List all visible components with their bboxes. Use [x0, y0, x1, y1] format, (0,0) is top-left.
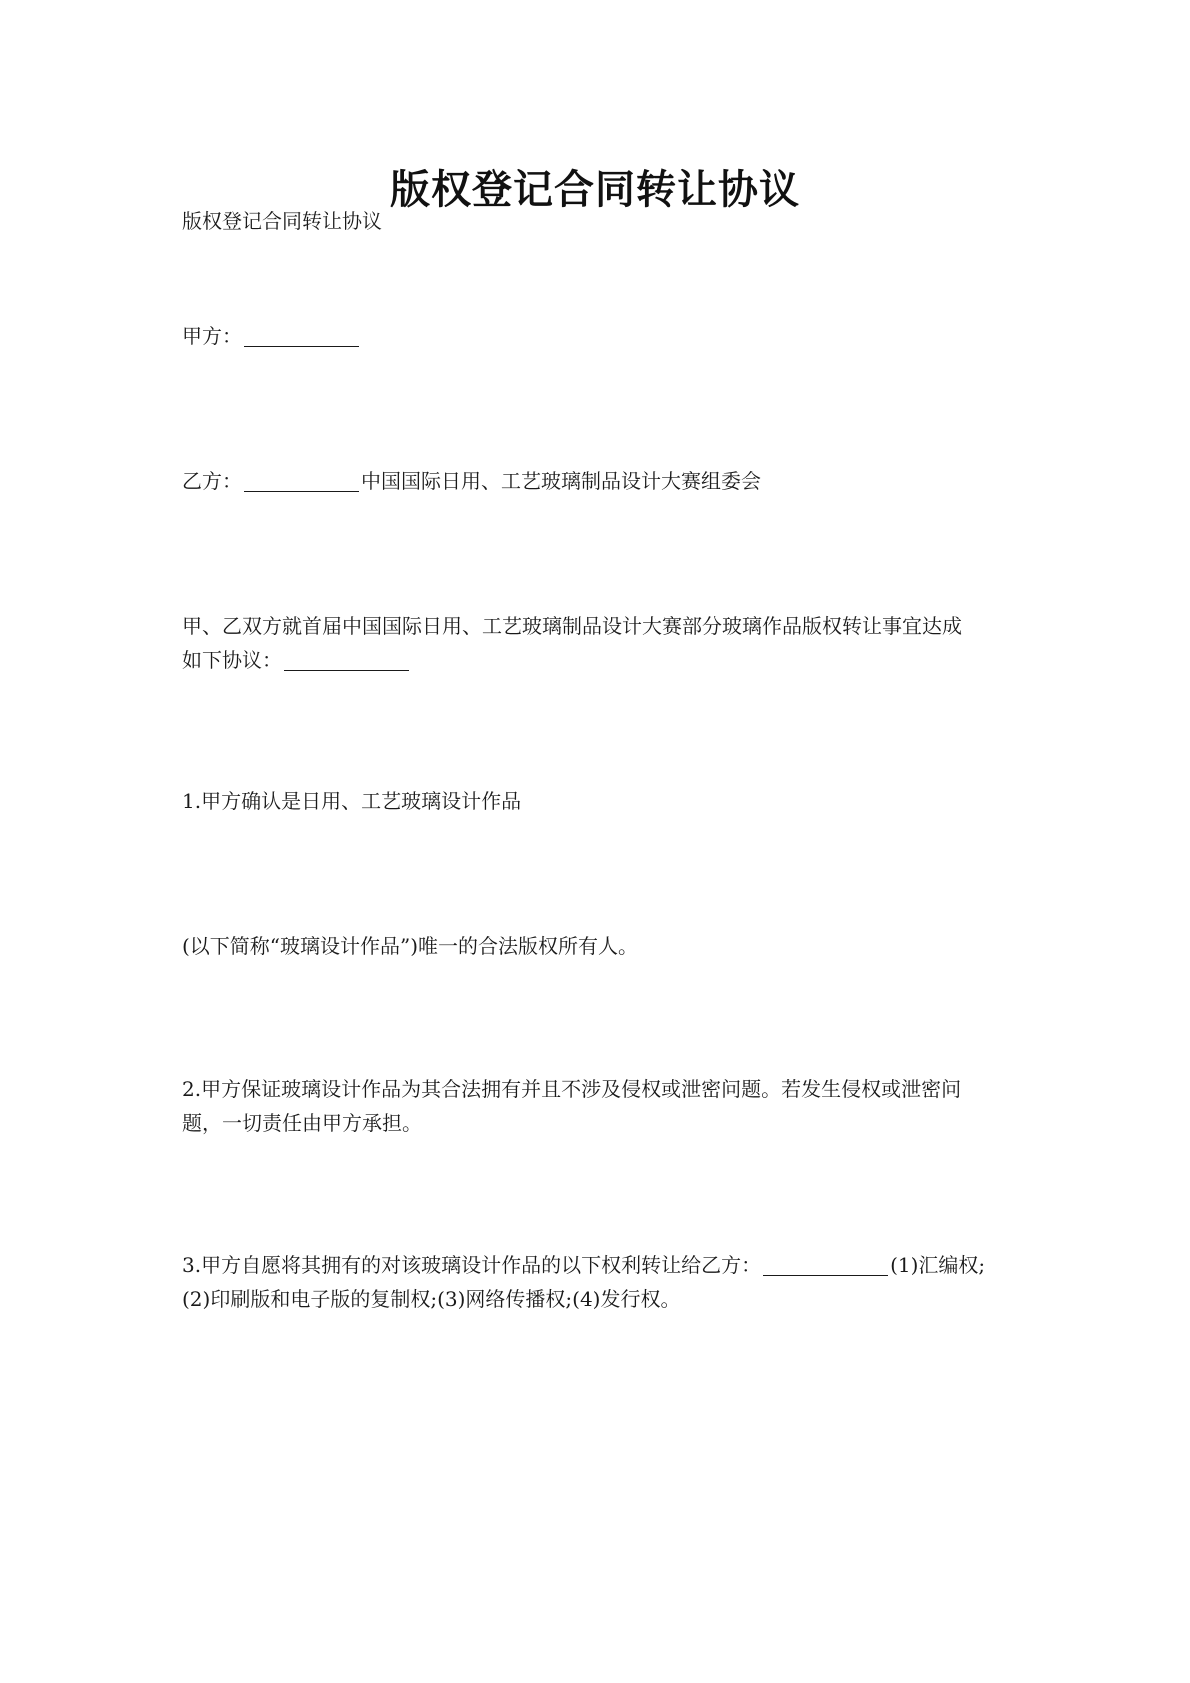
party-b-name: 中国国际日用、工艺玻璃制品设计大赛组委会: [361, 469, 761, 493]
clause-1-continuation: (以下简称“玻璃设计作品”)唯一的合法版权所有人。: [182, 934, 639, 958]
clause-3-text-b: (1)汇编权;: [890, 1253, 986, 1277]
subtitle-text: 版权登记合同转让协议: [182, 209, 382, 233]
clause-2-line-1: 2.甲方保证玻璃设计作品为其合法拥有并且不涉及侵权或泄密问题。若发生侵权或泄密问: [182, 1077, 962, 1101]
clause-2-line-2: 题，一切责任由甲方承担。: [182, 1111, 422, 1135]
clause-1-text: 1.甲方确认是日用、工艺玻璃设计作品: [182, 789, 522, 813]
document-subtitle: [182, 204, 1032, 238]
party-b-label: 乙方：: [182, 469, 242, 493]
party-a-line: [182, 319, 1032, 353]
clause-1-line-1: [182, 784, 1032, 818]
clause-3-text-a: 3.甲方自愿将其拥有的对该玻璃设计作品的以下权利转让给乙方：: [182, 1253, 762, 1277]
clause-3-blank: [763, 1253, 888, 1276]
document-title: 版权登记合同转让协议: [390, 167, 800, 213]
party-a-blank: [244, 324, 359, 347]
party-b-line: [182, 464, 1032, 498]
intro-line-2: [182, 643, 1032, 677]
party-a-label: 甲方：: [182, 324, 242, 348]
clause-2: [182, 1072, 1032, 1140]
intro-line-2-text: 如下协议：: [182, 648, 282, 672]
intro-paragraph: [182, 609, 1032, 677]
intro-line-1: 甲、乙双方就首届中国国际日用、工艺玻璃制品设计大赛部分玻璃作品版权转让事宜达成: [182, 614, 962, 638]
clause-3-line-1: [182, 1248, 1032, 1282]
intro-blank: [284, 648, 409, 671]
party-b-blank: [244, 469, 359, 492]
clause-3: [182, 1248, 1032, 1316]
clause-3-line-2: (2)印刷版和电子版的复制权;(3)网络传播权;(4)发行权。: [182, 1287, 681, 1311]
clause-1-line-2: [182, 929, 1032, 963]
